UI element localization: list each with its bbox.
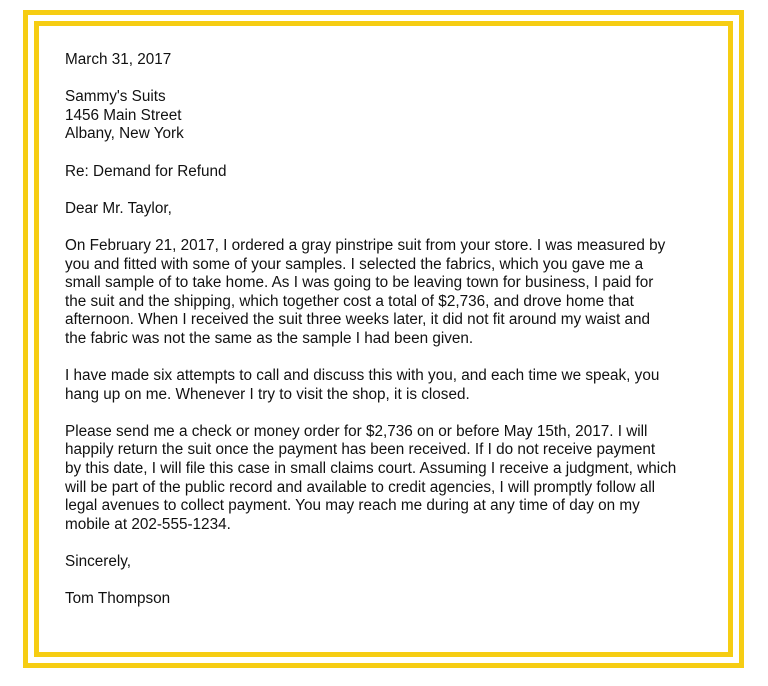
paragraph-2: [65, 367, 725, 404]
paragraph-line: legal avenues to collect payment. You may reach me during at any time of day on my: [65, 497, 640, 515]
paragraph-line: Please send me a check or money order for $2,736 on or before May 15th, 2017. I will: [65, 422, 648, 440]
spacer: [65, 181, 725, 200]
paragraph-line: mobile at 202-555-1234.: [65, 515, 231, 533]
recipient-street: 1456 Main Street: [65, 106, 182, 124]
spacer: [65, 218, 725, 237]
letter-body: [65, 51, 725, 609]
paragraph-line: the suit and the shipping, which together cost a total of $2,736, and drove home that: [65, 292, 634, 310]
spacer: [65, 70, 725, 89]
paragraph-line: afternoon. When I received the suit three weeks later, it did not fit around my waist and: [65, 311, 650, 329]
paragraph-line: by this date, I will file this case in small claims court. Assuming I receive a judgment, which: [65, 460, 677, 478]
paragraph-1: [65, 237, 725, 349]
recipient-address: [65, 88, 725, 144]
signature: Tom Thompson: [65, 590, 171, 608]
spacer: [65, 144, 725, 163]
spacer: [65, 572, 725, 591]
paragraph-line: the fabric was not the same as the sample I had been given.: [65, 329, 474, 347]
recipient-city: Albany, New York: [65, 125, 184, 143]
subject-line: Re: Demand for Refund: [65, 162, 227, 180]
paragraph-line: hang up on me. Whenever I try to visit the shop, it is closed.: [65, 385, 470, 403]
closing: Sincerely,: [65, 553, 132, 571]
spacer: [65, 349, 725, 368]
letter-date: March 31, 2017: [65, 51, 172, 68]
paragraph-line: small sample of to take home. As I was going to be leaving town for business, I paid for: [65, 274, 654, 292]
paragraph-line: happily return the suit once the payment has been received. If I do not receive payment: [65, 441, 656, 459]
paragraph-line: On February 21, 2017, I ordered a gray pinstripe suit from your store. I was measured by: [65, 236, 666, 254]
recipient-name: Sammy's Suits: [65, 88, 166, 106]
spacer: [65, 534, 725, 553]
paragraph-3: [65, 423, 725, 535]
paragraph-line: you and fitted with some of your samples. I selected the fabrics, which you gave me a: [65, 255, 644, 273]
paragraph-line: will be part of the public record and available to credit agencies, I will promptly follow all: [65, 478, 656, 496]
spacer: [65, 404, 725, 423]
salutation: Dear Mr. Taylor,: [65, 199, 172, 217]
paragraph-line: I have made six attempts to call and discuss this with you, and each time we speak, you: [65, 367, 660, 385]
